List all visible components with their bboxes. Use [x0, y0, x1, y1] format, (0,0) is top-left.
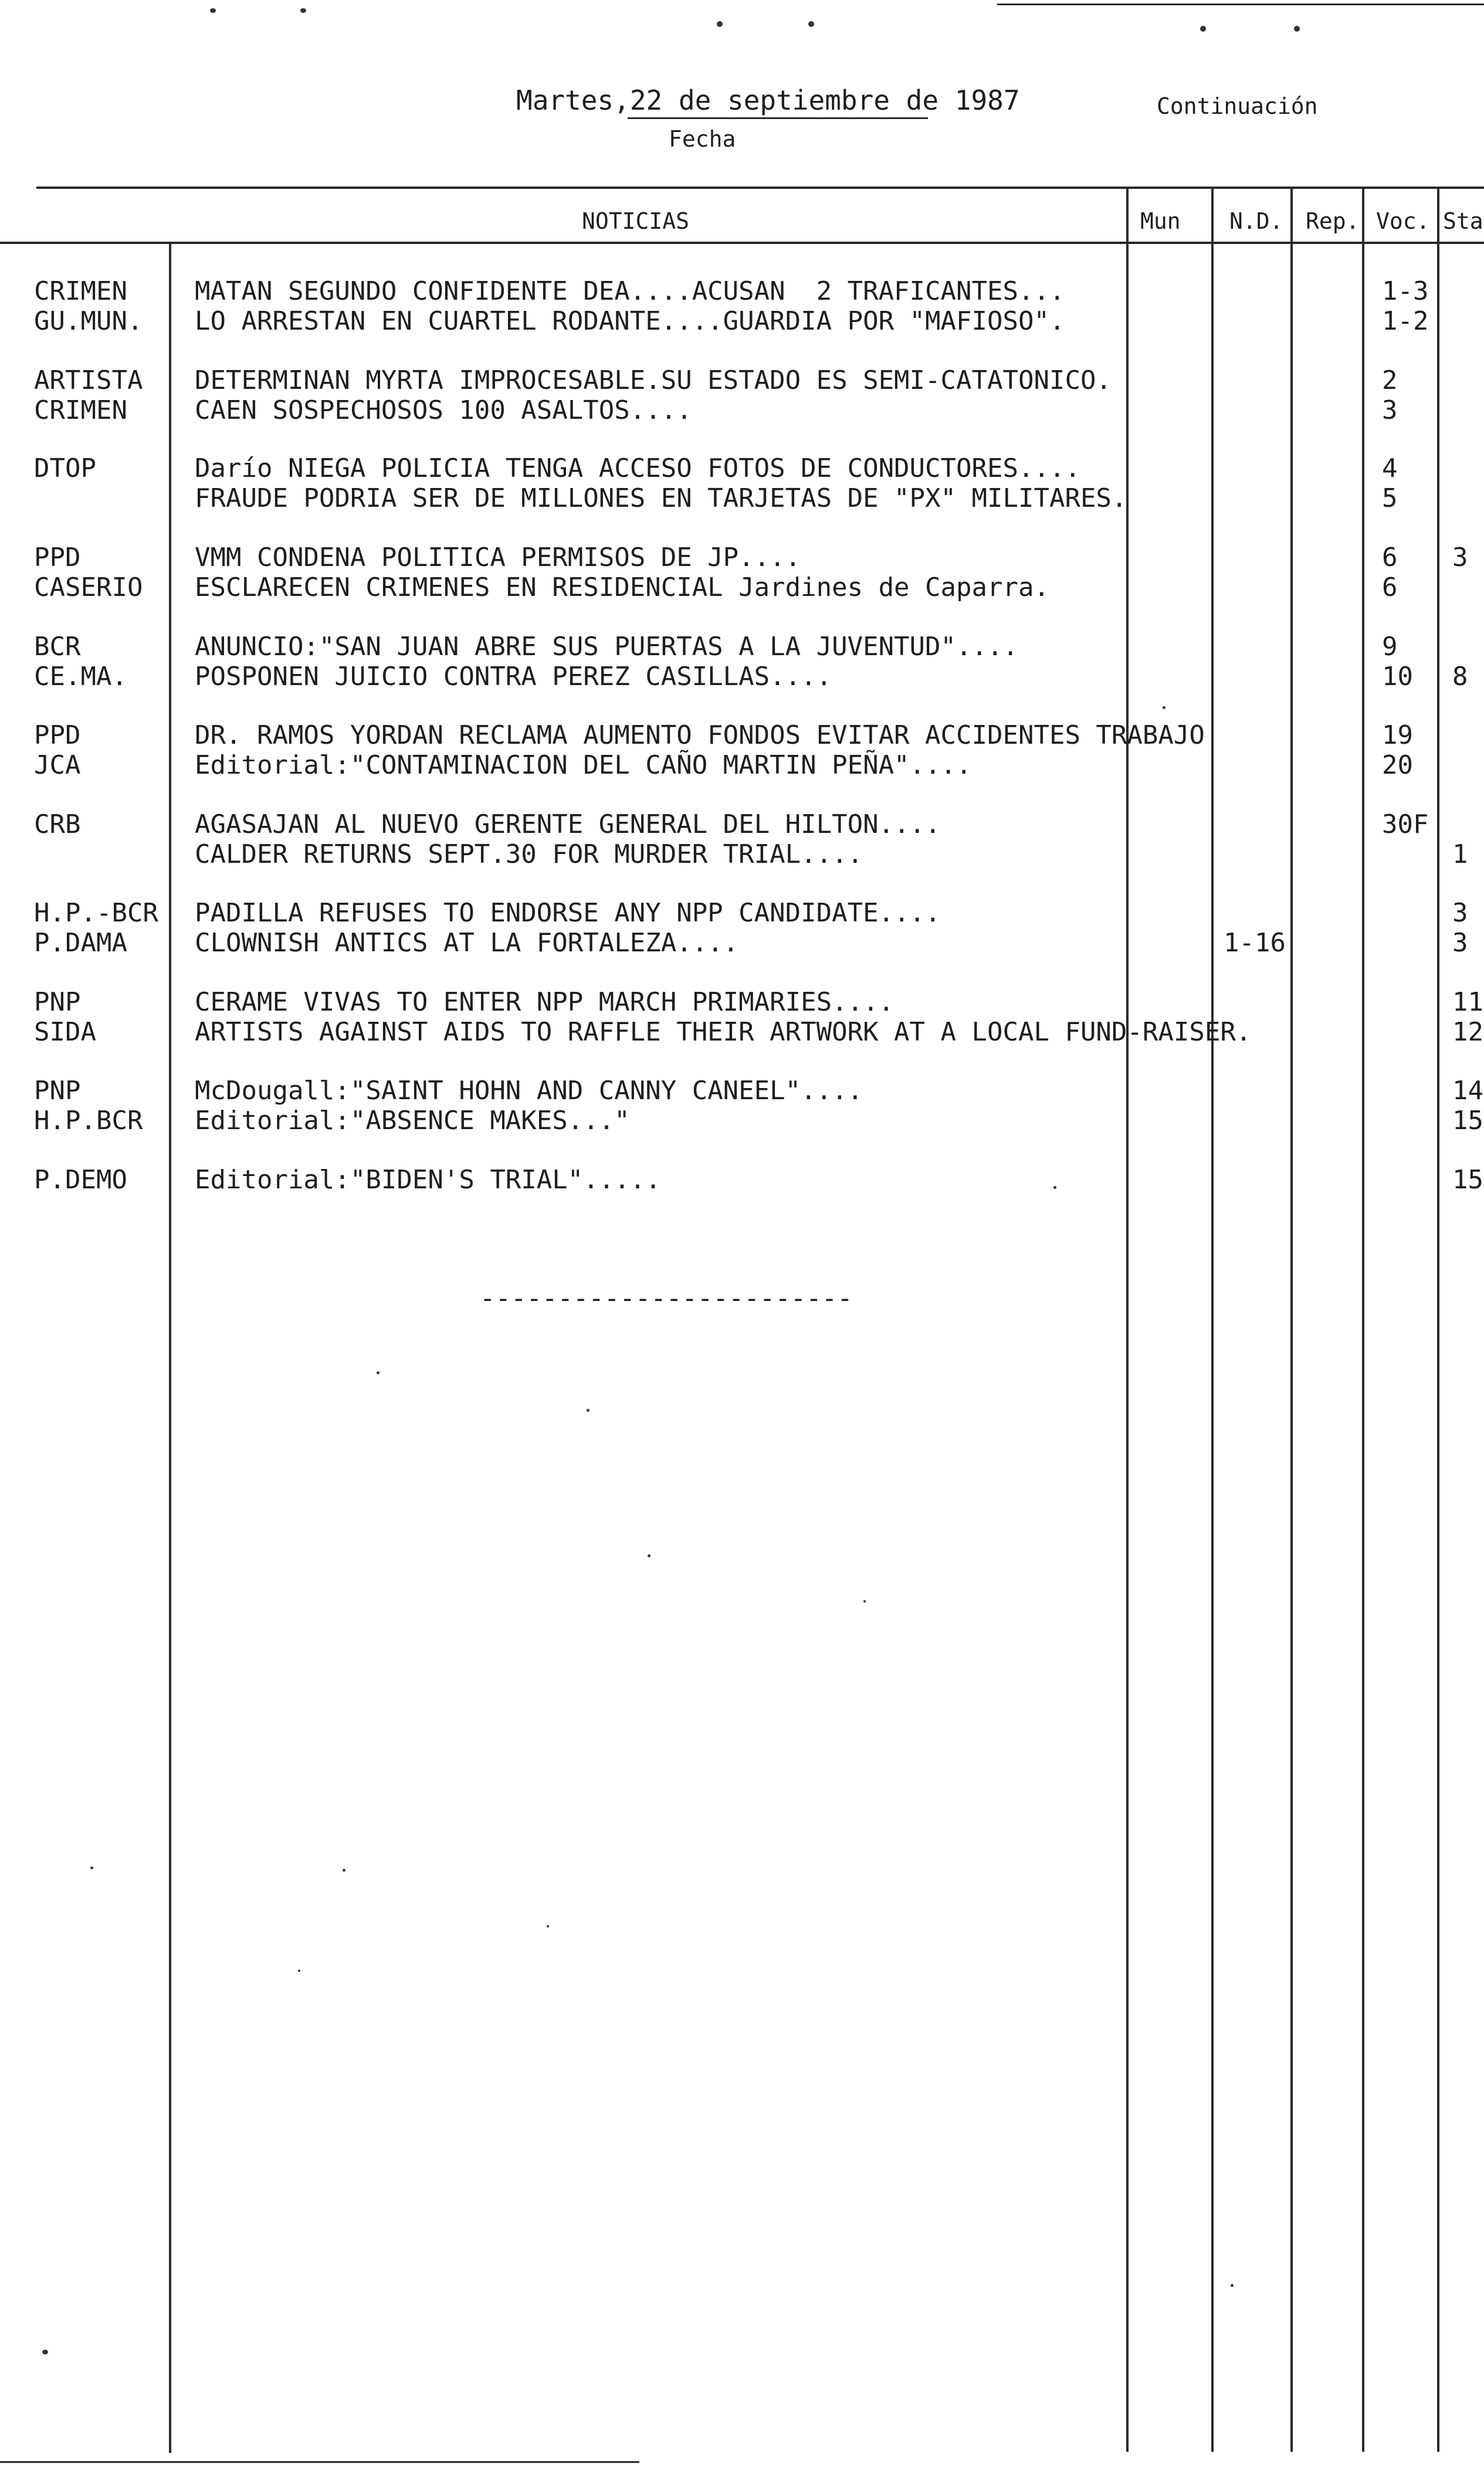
- row-voc: 4: [1382, 453, 1398, 483]
- scan-speck: [648, 1554, 650, 1557]
- row-sta: 15: [1452, 1165, 1483, 1195]
- row-headline: Editorial:"CONTAMINACION DEL CAÑO MARTIN PEÑA"....: [195, 750, 972, 780]
- column-header-nd: N.D.: [1229, 208, 1283, 234]
- page-top-edge: [997, 4, 1484, 5]
- table-top-rule: [36, 187, 1484, 189]
- scan-speck: [1200, 26, 1206, 32]
- table-header-rule: [0, 242, 1484, 244]
- column-rule-rep: [1290, 188, 1293, 2452]
- row-sta: 3: [1452, 898, 1468, 928]
- row-headline: ANUNCIO:"SAN JUAN ABRE SUS PUERTAS A LA JUVENTUD"....: [195, 632, 1018, 662]
- row-sta: 15: [1452, 1106, 1483, 1136]
- row-sta: 11: [1452, 987, 1483, 1017]
- scan-speck: [1294, 26, 1300, 32]
- scan-speck: [42, 2350, 48, 2354]
- column-header-sta: Sta: [1443, 208, 1483, 234]
- scan-speck: [1163, 706, 1165, 709]
- row-category: PNP: [34, 1076, 81, 1106]
- row-headline: DETERMINAN MYRTA IMPROCESABLE.SU ESTADO ES SEMI-CATATONICO.: [195, 365, 1112, 395]
- column-header-rep: Rep.: [1306, 208, 1360, 234]
- row-headline: MATAN SEGUNDO CONFIDENTE DEA....ACUSAN 2 TRAFICANTES...: [195, 276, 1065, 306]
- row-category: CRIMEN: [34, 395, 127, 425]
- row-headline: VMM CONDENA POLITICA PERMISOS DE JP....: [195, 543, 801, 572]
- row-headline: CAEN SOSPECHOSOS 100 ASALTOS....: [195, 395, 692, 425]
- row-voc: 6: [1382, 572, 1398, 602]
- scan-speck: [1231, 2284, 1234, 2287]
- column-header-voc: Voc.: [1376, 208, 1430, 234]
- row-voc: 10: [1382, 662, 1413, 692]
- scan-speck: [547, 1925, 549, 1927]
- row-sta: 1: [1452, 839, 1468, 869]
- row-category: H.P.BCR: [34, 1106, 143, 1136]
- row-headline: CLOWNISH ANTICS AT LA FORTALEZA....: [195, 928, 739, 958]
- scan-speck: [298, 1970, 300, 1972]
- row-headline: PADILLA REFUSES TO ENDORSE ANY NPP CANDIDATE....: [195, 898, 941, 928]
- row-voc: 2: [1382, 365, 1398, 395]
- row-headline: CERAME VIVAS TO ENTER NPP MARCH PRIMARIES....: [195, 987, 895, 1017]
- row-headline: ARTISTS AGAINST AIDS TO RAFFLE THEIR ARTWORK AT A LOCAL FUND-RAISER.: [195, 1017, 1252, 1047]
- row-headline: Darío NIEGA POLICIA TENGA ACCESO FOTOS DE CONDUCTORES....: [195, 453, 1080, 483]
- scan-speck: [587, 1409, 589, 1412]
- row-voc: 19: [1382, 720, 1413, 750]
- row-nd: 1-16: [1224, 928, 1286, 958]
- row-category: P.DEMO: [34, 1165, 127, 1195]
- row-category: ARTISTA: [34, 365, 143, 395]
- row-headline: LO ARRESTAN EN CUARTEL RODANTE....GUARDIA POR "MAFIOSO".: [195, 306, 1065, 336]
- row-category: CASERIO: [34, 572, 143, 602]
- row-sta: 3: [1452, 543, 1468, 572]
- row-voc: 1-2: [1382, 306, 1429, 336]
- date-underline: [628, 117, 928, 119]
- row-category: H.P.-BCR: [34, 898, 158, 928]
- scan-speck: [300, 8, 306, 13]
- page-bottom-rule: [0, 2461, 639, 2463]
- row-voc: 6: [1382, 543, 1398, 572]
- scan-speck: [210, 8, 216, 13]
- scan-speck: [343, 1869, 345, 1872]
- row-voc: 9: [1382, 632, 1398, 662]
- row-headline: ESCLARECEN CRIMENES EN RESIDENCIAL Jardines de Caparra.: [195, 572, 1049, 602]
- row-headline: CALDER RETURNS SEPT.30 FOR MURDER TRIAL....: [195, 839, 863, 869]
- scan-speck: [1053, 1186, 1056, 1189]
- row-category: CRIMEN: [34, 276, 127, 306]
- date-caption: Fecha: [669, 126, 736, 152]
- row-category: CE.MA.: [34, 662, 127, 692]
- row-category: SIDA: [34, 1017, 96, 1047]
- row-category: PPD: [34, 543, 81, 572]
- row-category: CRB: [34, 809, 81, 839]
- row-category: JCA: [34, 750, 81, 780]
- row-voc: 3: [1382, 395, 1398, 425]
- row-voc: 20: [1382, 750, 1413, 780]
- row-headline: AGASAJAN AL NUEVO GERENTE GENERAL DEL HILTON....: [195, 809, 941, 839]
- scan-speck: [863, 1600, 866, 1602]
- column-rule-voc: [1362, 188, 1364, 2452]
- row-headline: FRAUDE PODRIA SER DE MILLONES EN TARJETAS DE "PX" MILITARES.: [195, 483, 1127, 513]
- report-date: Martes,22 de septiembre de 1987: [516, 84, 1020, 116]
- row-sta: 14: [1452, 1076, 1483, 1106]
- row-headline: Editorial:"ABSENCE MAKES...": [195, 1106, 630, 1136]
- row-category: GU.MUN.: [34, 306, 143, 336]
- scan-speck: [377, 1371, 380, 1374]
- end-divider: ------------------------: [480, 1283, 853, 1313]
- column-rule-sta: [1437, 188, 1439, 2452]
- row-headline: DR. RAMOS YORDAN RECLAMA AUMENTO FONDOS EVITAR ACCIDENTES TRABAJO: [195, 720, 1205, 750]
- column-rule-nd: [1211, 188, 1214, 2452]
- row-category: PNP: [34, 987, 81, 1017]
- row-category: P.DAMA: [34, 928, 127, 958]
- row-category: BCR: [34, 632, 81, 662]
- column-header-noticias: NOTICIAS: [582, 208, 690, 234]
- row-headline: McDougall:"SAINT HOHN AND CANNY CANEEL"....: [195, 1076, 863, 1106]
- column-header-mun: Mun: [1140, 208, 1181, 234]
- row-headline: Editorial:"BIDEN'S TRIAL".....: [195, 1165, 661, 1195]
- row-sta: 8: [1452, 662, 1468, 692]
- row-voc: 1-3: [1382, 276, 1429, 306]
- row-voc: 5: [1382, 483, 1398, 513]
- column-rule-mun: [1126, 188, 1129, 2452]
- scan-speck: [90, 1866, 93, 1869]
- row-category: PPD: [34, 720, 81, 750]
- row-headline: POSPONEN JUICIO CONTRA PEREZ CASILLAS....: [195, 662, 832, 692]
- column-rule-category: [169, 242, 171, 2453]
- continuation-label: Continuación: [1157, 93, 1318, 119]
- row-sta: 12: [1452, 1017, 1483, 1047]
- scan-speck: [717, 21, 723, 27]
- row-category: DTOP: [34, 453, 96, 483]
- row-sta: 3: [1452, 928, 1468, 958]
- row-voc: 30F: [1382, 809, 1429, 839]
- scan-speck: [808, 21, 814, 27]
